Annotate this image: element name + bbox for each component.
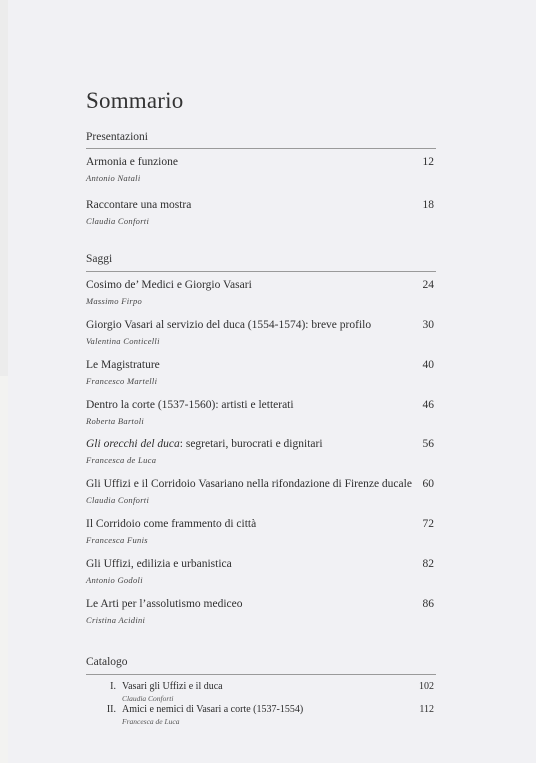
entry-page: 18	[422, 199, 434, 211]
entry-author: Francesca de Luca	[86, 455, 157, 465]
entry-author: Francesca Funis	[86, 535, 148, 545]
section-heading-presentazioni: Presentazioni	[86, 131, 148, 143]
catalog-number: II.	[106, 704, 116, 715]
entry-page: 72	[422, 518, 434, 530]
entry-author: Claudia Conforti	[86, 216, 150, 226]
toc-entry[interactable]	[86, 558, 436, 585]
entry-author: Claudia Conforti	[122, 694, 174, 703]
entry-author: Francesca de Luca	[122, 717, 180, 726]
entry-author: Massimo Firpo	[86, 296, 143, 306]
toc-entry[interactable]	[86, 598, 436, 625]
section-rule	[86, 674, 436, 675]
entry-title: Le Arti per l’assolutismo mediceo	[86, 598, 243, 610]
entry-author: Roberta Bartoli	[86, 416, 145, 426]
toc-entry[interactable]	[86, 319, 436, 346]
entry-title: Dentro la corte (1537-1560): artisti e letterati	[86, 399, 294, 411]
entry-title: Gli Uffizi, edilizia e urbanistica	[86, 558, 232, 570]
entry-title-italic: Gli orecchi del duca	[86, 438, 180, 450]
entry-author: Francesco Martelli	[86, 376, 158, 386]
toc-entry[interactable]	[86, 478, 436, 505]
entry-author: Claudia Conforti	[86, 495, 150, 505]
section-rule	[86, 271, 436, 272]
entry-title: Vasari gli Uffizi e il duca	[122, 681, 223, 692]
entry-page: 12	[422, 156, 434, 168]
entry-author: Antonio Natali	[86, 173, 141, 183]
toc-entry[interactable]	[86, 438, 436, 465]
entry-page: 102	[419, 681, 434, 692]
entry-page: 56	[422, 438, 434, 450]
entry-title: Il Corridoio come frammento di città	[86, 518, 257, 530]
entry-title: Giorgio Vasari al servizio del duca (1554-1574): breve profilo	[86, 319, 372, 331]
entry-author: Antonio Godoli	[86, 575, 143, 585]
toc-entry[interactable]	[86, 399, 436, 426]
entry-page: 24	[422, 279, 434, 291]
entry-page: 112	[419, 704, 434, 715]
entry-title: Gli Uffizi e il Corridoio Vasariano nella rifondazione di Firenze ducale	[86, 478, 412, 490]
entry-author: Valentina Conticelli	[86, 336, 160, 346]
entry-page: 40	[422, 359, 434, 371]
page-title: Sommario	[86, 88, 184, 113]
entry-title: Le Magistrature	[86, 359, 160, 371]
entry-page: 30	[422, 319, 434, 331]
toc-entry[interactable]	[86, 518, 436, 545]
entry-page: 46	[422, 399, 434, 411]
entry-title: Raccontare una mostra	[86, 199, 192, 211]
section-rule	[86, 148, 436, 149]
entry-title	[86, 438, 436, 451]
toc-entry[interactable]	[86, 199, 436, 226]
entry-title-rest: : segretari, burocrati e dignitari	[179, 438, 323, 450]
entry-page: 60	[422, 478, 434, 490]
entry-page: 86	[422, 598, 434, 610]
section-heading-saggi: Saggi	[86, 253, 113, 265]
toc-entry[interactable]	[86, 279, 436, 306]
entry-title: Cosimo de’ Medici e Giorgio Vasari	[86, 279, 252, 291]
toc-entry[interactable]	[86, 156, 436, 183]
catalog-number: I.	[110, 681, 116, 692]
entry-title: Amici e nemici di Vasari a corte (1537-1554)	[122, 704, 304, 715]
entry-author: Cristina Acidini	[86, 615, 146, 625]
entry-page: 82	[422, 558, 434, 570]
section-heading-catalogo: Catalogo	[86, 656, 128, 668]
toc-entry[interactable]	[86, 359, 436, 386]
left-margin-strip	[0, 0, 8, 376]
entry-title: Armonia e funzione	[86, 156, 178, 168]
